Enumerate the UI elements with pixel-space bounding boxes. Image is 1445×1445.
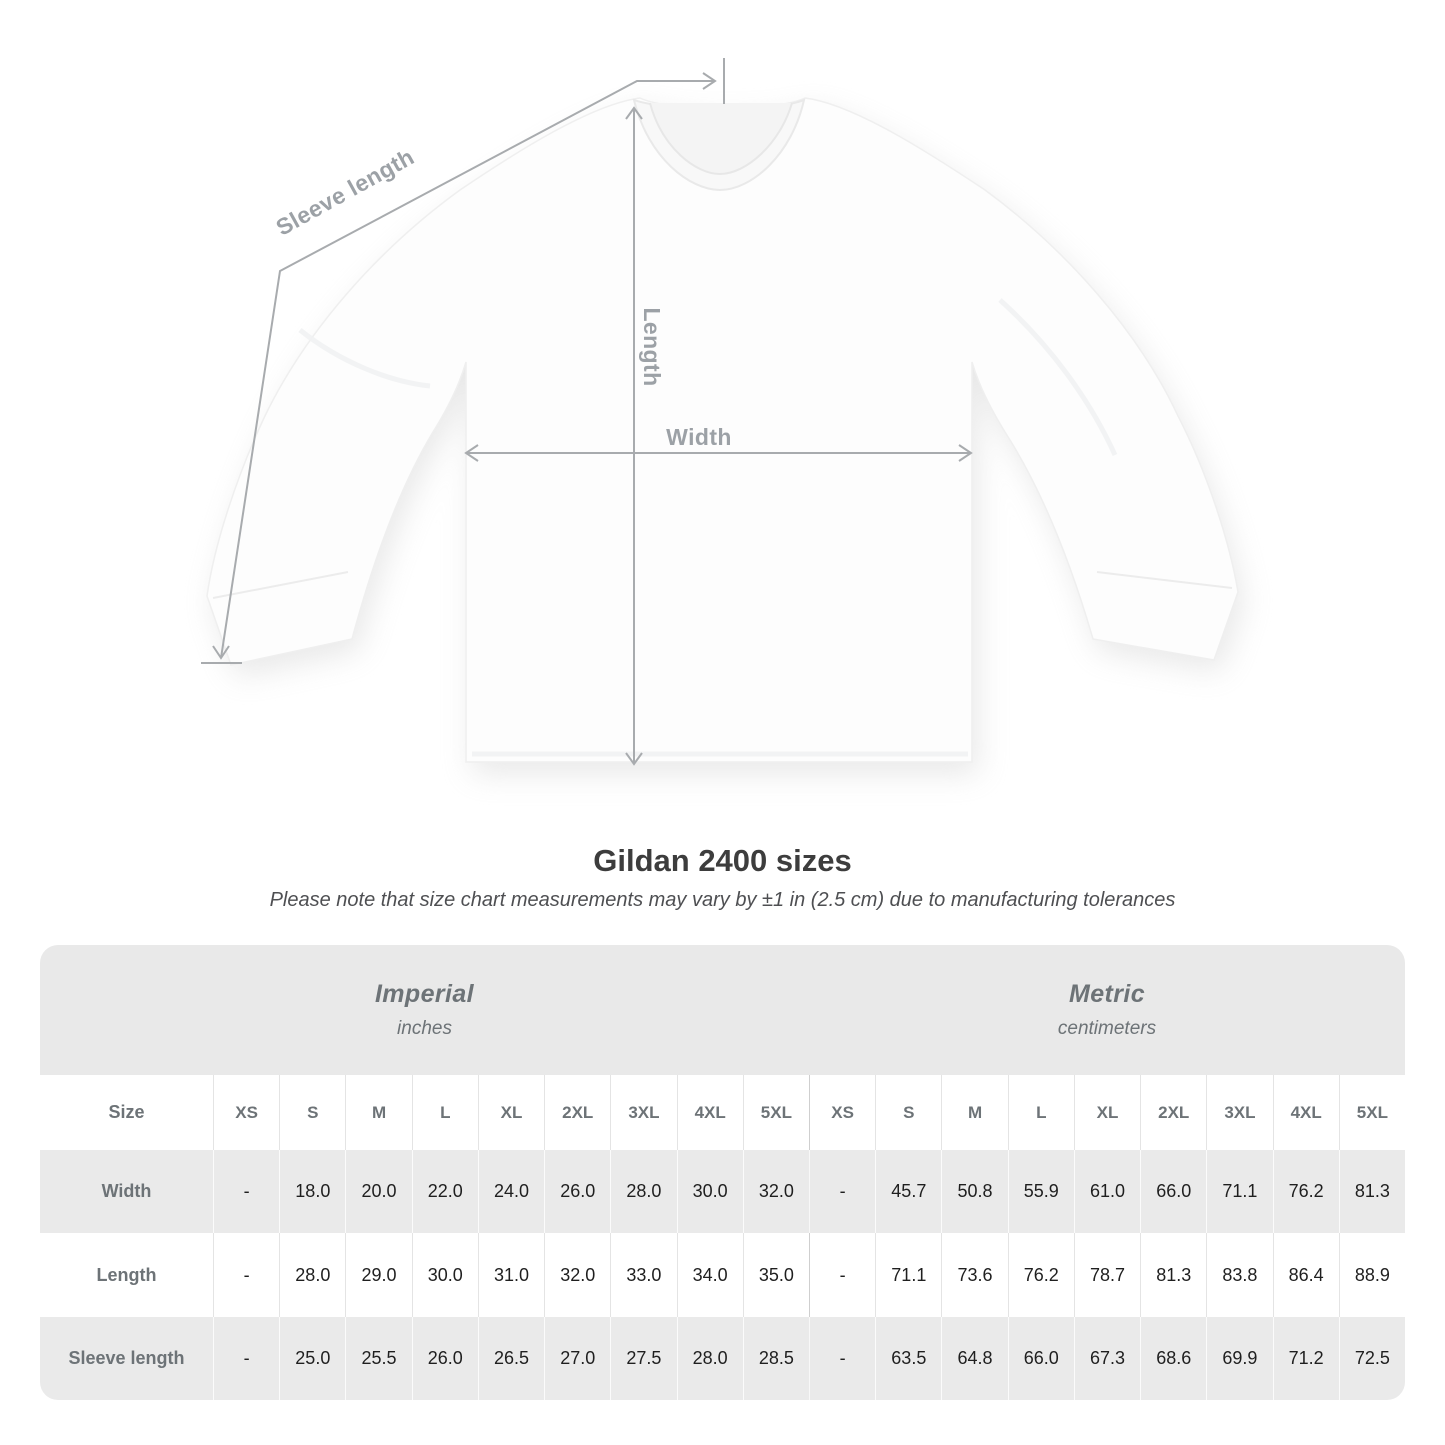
- row-label-length: Length: [96, 1264, 157, 1285]
- length-imperial-s: 28.0: [279, 1233, 345, 1316]
- length-imperial-3xl: 33.0: [610, 1233, 676, 1316]
- width-metric-xl: 61.0: [1074, 1150, 1140, 1233]
- size-col-metric-m: M: [941, 1075, 1007, 1150]
- length-metric-4xl: 86.4: [1273, 1233, 1339, 1316]
- width-metric-m: 50.8: [941, 1150, 1007, 1233]
- width-imperial-5xl: 32.0: [743, 1150, 809, 1233]
- size-col-metric-l: L: [1008, 1075, 1074, 1150]
- size-col-metric-xl: XL: [1074, 1075, 1140, 1150]
- size-col-metric-2xl: 2XL: [1140, 1075, 1206, 1150]
- width-metric-4xl: 76.2: [1273, 1150, 1339, 1233]
- sleeve-length-metric-s: 63.5: [875, 1317, 941, 1400]
- size-col-metric-xs: XS: [809, 1075, 875, 1150]
- sleeve-length-metric-4xl: 71.2: [1273, 1317, 1339, 1400]
- length-imperial-5xl: 35.0: [743, 1233, 809, 1316]
- row-label-width: Width: [101, 1181, 152, 1202]
- width-metric-5xl: 81.3: [1339, 1150, 1405, 1233]
- sleeve-length-imperial-4xl: 28.0: [677, 1317, 743, 1400]
- imperial-section-header: [40, 945, 809, 1075]
- length-imperial-l: 30.0: [412, 1233, 478, 1316]
- metric-unit: centimeters: [1057, 1018, 1157, 1039]
- sleeve-length-metric-xl: 67.3: [1074, 1317, 1140, 1400]
- row-width: [40, 1150, 1405, 1233]
- length-label: Length: [639, 307, 665, 387]
- size-col-metric-3xl: 3XL: [1206, 1075, 1272, 1150]
- row-length: [40, 1233, 1405, 1316]
- width-imperial-3xl: 28.0: [610, 1150, 676, 1233]
- sleeve-length-imperial-xl: 26.5: [478, 1317, 544, 1400]
- sleeve-length-metric-2xl: 68.6: [1140, 1317, 1206, 1400]
- sleeve-length-metric-xs: -: [809, 1317, 875, 1400]
- width-metric-2xl: 66.0: [1140, 1150, 1206, 1233]
- tolerance-note: Please note that size chart measurements may vary by ±1 in (2.5 cm) due to manufacturing tolerances: [269, 889, 1176, 911]
- sleeve-length-imperial-s: 25.0: [279, 1317, 345, 1400]
- imperial-unit: inches: [397, 1018, 452, 1039]
- length-metric-s: 71.1: [875, 1233, 941, 1316]
- section-header-row: [40, 945, 1405, 1075]
- width-imperial-m: 20.0: [345, 1150, 411, 1233]
- width-imperial-2xl: 26.0: [544, 1150, 610, 1233]
- size-col-imperial-2xl: 2XL: [544, 1075, 610, 1150]
- length-metric-l: 76.2: [1008, 1233, 1074, 1316]
- width-imperial-l: 22.0: [412, 1150, 478, 1233]
- sleeve-length-metric-3xl: 69.9: [1206, 1317, 1272, 1400]
- size-col-imperial-xl: XL: [478, 1075, 544, 1150]
- width-imperial-s: 18.0: [279, 1150, 345, 1233]
- size-col-imperial-m: M: [345, 1075, 411, 1150]
- sleeve-length-imperial-m: 25.5: [345, 1317, 411, 1400]
- size-col-imperial-5xl: 5XL: [743, 1075, 809, 1150]
- size-col-imperial-4xl: 4XL: [677, 1075, 743, 1150]
- length-imperial-4xl: 34.0: [677, 1233, 743, 1316]
- width-imperial-4xl: 30.0: [677, 1150, 743, 1233]
- width-metric-s: 45.7: [875, 1150, 941, 1233]
- size-col-metric-s: S: [875, 1075, 941, 1150]
- size-col-imperial-l: L: [412, 1075, 478, 1150]
- width-metric-3xl: 71.1: [1206, 1150, 1272, 1233]
- width-label: Width: [666, 424, 732, 450]
- length-metric-m: 73.6: [941, 1233, 1007, 1316]
- sleeve-length-metric-m: 64.8: [941, 1317, 1007, 1400]
- length-metric-5xl: 88.9: [1339, 1233, 1405, 1316]
- sleeve-length-metric-l: 66.0: [1008, 1317, 1074, 1400]
- sleeve-length-imperial-3xl: 27.5: [610, 1317, 676, 1400]
- sleeve-length-imperial-5xl: 28.5: [743, 1317, 809, 1400]
- width-metric-l: 55.9: [1008, 1150, 1074, 1233]
- size-col-metric-5xl: 5XL: [1339, 1075, 1405, 1150]
- sleeve-length-imperial-2xl: 27.0: [544, 1317, 610, 1400]
- row-sleeve-length: [40, 1317, 1405, 1400]
- length-imperial-m: 29.0: [345, 1233, 411, 1316]
- length-metric-xs: -: [809, 1233, 875, 1316]
- width-imperial-xl: 24.0: [478, 1150, 544, 1233]
- size-col-imperial-s: S: [279, 1075, 345, 1150]
- size-col-imperial-xs: XS: [213, 1075, 279, 1150]
- size-table: [40, 945, 1405, 1400]
- metric-section-header: [809, 945, 1405, 1075]
- width-imperial-xs: -: [213, 1150, 279, 1233]
- size-col-imperial-3xl: 3XL: [610, 1075, 676, 1150]
- size-header-row: [40, 1075, 1405, 1150]
- measurement-rows: [40, 1150, 1405, 1400]
- sleeve-length-label: Sleeve length: [271, 143, 419, 241]
- length-imperial-2xl: 32.0: [544, 1233, 610, 1316]
- size-header-cell: Size: [108, 1102, 145, 1122]
- sleeve-length-imperial-l: 26.0: [412, 1317, 478, 1400]
- length-imperial-xl: 31.0: [478, 1233, 544, 1316]
- length-metric-xl: 78.7: [1074, 1233, 1140, 1316]
- size-col-metric-4xl: 4XL: [1273, 1075, 1339, 1150]
- row-label-sleeve-length: Sleeve length: [68, 1347, 185, 1368]
- length-metric-2xl: 81.3: [1140, 1233, 1206, 1316]
- sleeve-length-metric-5xl: 72.5: [1339, 1317, 1405, 1400]
- width-metric-xs: -: [809, 1150, 875, 1233]
- length-imperial-xs: -: [213, 1233, 279, 1316]
- sleeve-length-imperial-xs: -: [213, 1317, 279, 1400]
- length-metric-3xl: 83.8: [1206, 1233, 1272, 1316]
- imperial-title: Imperial: [374, 980, 475, 1008]
- metric-title: Metric: [1068, 980, 1146, 1008]
- page-title: Gildan 2400 sizes: [593, 843, 852, 878]
